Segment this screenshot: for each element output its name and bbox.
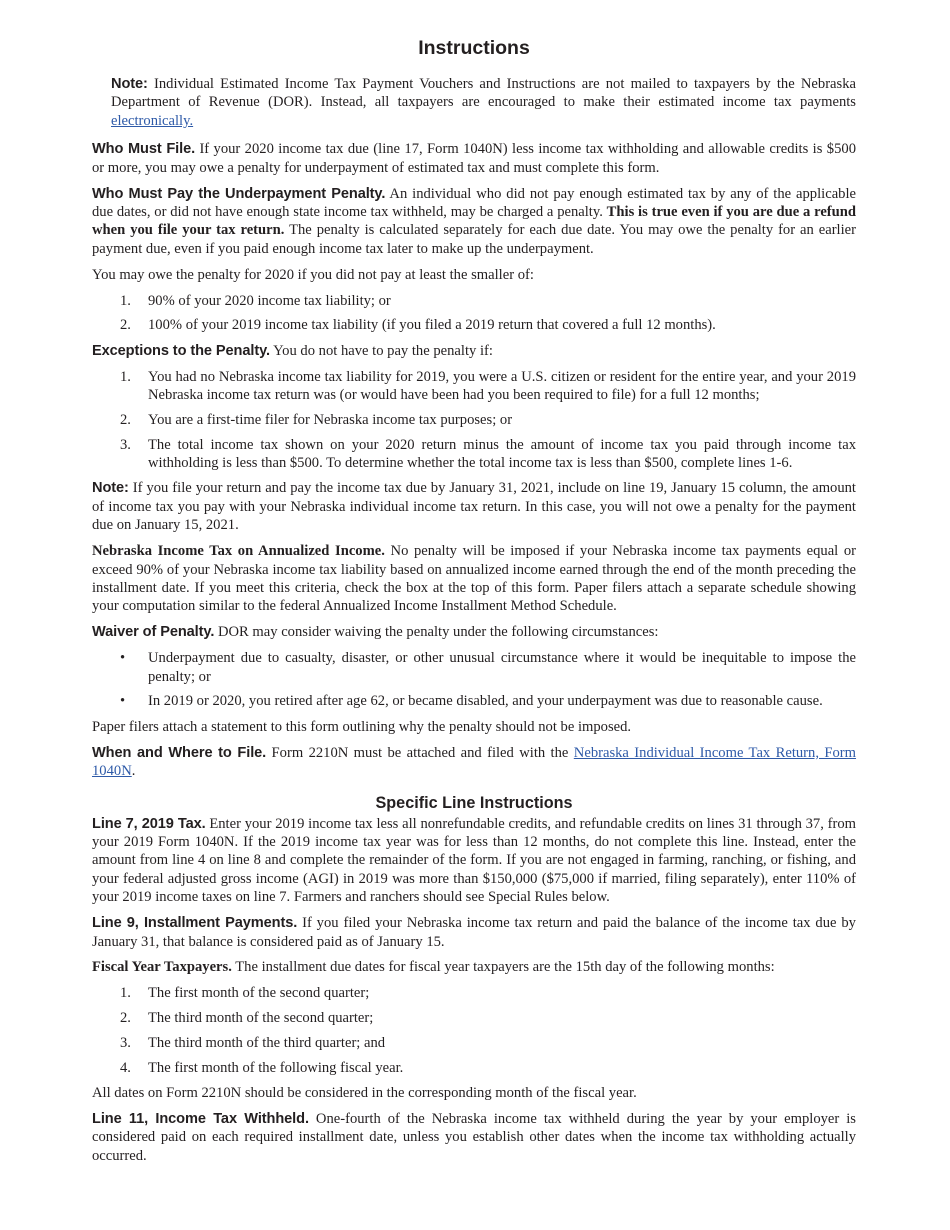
line11-heading: Line 11, Income Tax Withheld.	[92, 1111, 309, 1128]
line9-heading: Line 9, Installment Payments.	[92, 915, 298, 932]
item-number: 1.	[120, 292, 131, 309]
list-item	[92, 316, 856, 334]
item-number: 4.	[120, 1059, 131, 1076]
item-number: 1.	[120, 368, 131, 385]
item-text: Underpayment due to casualty, disaster, or other unusual circumstance where it would be inequitable to impose the penalty; or	[148, 650, 856, 685]
waiver-heading: Waiver of Penalty.	[92, 624, 215, 641]
waiver-text: DOR may consider waiving the penalty under the following circumstances:	[217, 624, 659, 641]
annualized-paragraph	[92, 542, 856, 616]
instructions-page	[92, 36, 856, 1173]
line11-paragraph	[92, 1110, 856, 1165]
item-number: 3.	[120, 436, 131, 453]
item-number: 3.	[120, 1034, 131, 1051]
exceptions-text: You do not have to pay the penalty if:	[273, 342, 493, 359]
who-must-pay-paragraph	[92, 185, 856, 259]
item-text: In 2019 or 2020, you retired after age 62, or became disabled, and your underpayment was due to reasonable cause.	[148, 693, 823, 710]
note2-paragraph	[92, 479, 856, 534]
note2-text: If you file your return and pay the income tax due by January 31, 2021, include on line 19, January 15 column, the amount of income tax you pay with your Nebraska individual income tax return. In this case, you will not owe a penalty for the payment due on January 15, 2021.	[92, 480, 856, 534]
who-must-file-text: If your 2020 income tax due (line 17, Form 1040N) less income tax withholding and allowable credits is $500 or more, you may owe a penalty for underpayment of estimated tax and must complete this form.	[92, 141, 856, 176]
note-label: Note:	[111, 76, 148, 92]
when-where-text: Form 2210N must be attached and filed with the	[271, 744, 569, 761]
who-must-file-heading: Who Must File.	[92, 141, 196, 158]
who-must-file-paragraph	[92, 140, 856, 177]
bullet-icon: •	[120, 693, 126, 710]
fiscal-list	[92, 984, 856, 1077]
annualized-heading: Nebraska Income Tax on Annualized Income.	[92, 543, 385, 560]
line7-heading: Line 7, 2019 Tax.	[92, 815, 206, 832]
list-item	[92, 1009, 856, 1027]
specific-line-instructions-title: Specific Line Instructions	[375, 793, 573, 812]
fiscal-text: The installment due dates for fiscal year taxpayers are the 15th day of the following months:	[235, 959, 775, 976]
item-text: 90% of your 2020 income tax liability; or	[148, 292, 391, 309]
form-1040n-link[interactable]: Nebraska Individual Income Tax Return, Form 1040N	[92, 744, 857, 780]
list-item	[92, 692, 856, 710]
when-where-paragraph	[92, 744, 856, 781]
item-text: The first month of the second quarter;	[148, 985, 370, 1002]
item-text: You are a first-time filer for Nebraska income tax purposes; or	[148, 411, 513, 428]
item-text: 100% of your 2019 income tax liability (if you filed a 2019 return that covered a full 12 months).	[148, 317, 716, 334]
note-text: Individual Estimated Income Tax Payment Vouchers and Instructions are not mailed to taxpayers by the Nebraska Department of Revenue (DOR). Instead, all taxpayers are encouraged to make their estimated income tax payments	[111, 76, 856, 111]
all-dates-paragraph: All dates on Form 2210N should be considered in the corresponding month of the fiscal year.	[92, 1085, 637, 1102]
list-item	[92, 984, 856, 1002]
paper-filers-paragraph: Paper filers attach a statement to this form outlining why the penalty should not be imposed.	[92, 718, 632, 735]
list-item	[92, 436, 856, 473]
page-title: Instructions	[418, 37, 530, 59]
line7-text: Enter your 2019 income tax less all nonrefundable credits, and refundable credits on lines 31 through 37, from your 2019 Form 1040N. If the 2019 income tax year was for less than 12 months, do not complete this line. Instead, enter the amount from line 4 on line 8 and complete the remainder of the form. If you are not engaged in farming, ranching, or fishing, and your federal adjusted gross income (AGI) in 2019 was more than $150,000 ($75,000 if married, filing separately), enter 110% of your 2019 income taxes on line 7. Farmers and ranchers should see Special Rules below.	[92, 815, 856, 906]
item-text: You had no Nebraska income tax liability for 2019, you were a U.S. citizen or resident for the entire year, and your 2019 Nebraska income tax return was (or would have been had you been required to file) for a full 12 months;	[148, 368, 856, 404]
fiscal-paragraph	[92, 958, 856, 976]
item-number: 2.	[120, 1010, 131, 1027]
item-number: 2.	[120, 317, 131, 334]
list-item	[92, 411, 856, 429]
list-item	[92, 1034, 856, 1052]
line9-paragraph	[92, 914, 856, 951]
bullet-icon: •	[120, 650, 126, 667]
item-text: The first month of the following fiscal year.	[148, 1059, 404, 1076]
item-number: 2.	[120, 411, 131, 428]
when-where-end: .	[131, 763, 136, 780]
waiver-list	[92, 649, 856, 711]
list-item	[92, 649, 856, 686]
when-where-heading: When and Where to File.	[92, 744, 267, 761]
line7-paragraph	[92, 815, 856, 907]
item-text: The third month of the second quarter;	[148, 1010, 374, 1027]
item-text: The third month of the third quarter; and	[148, 1034, 386, 1051]
list-item	[92, 292, 856, 310]
electronically-link[interactable]: electronically.	[111, 112, 194, 129]
who-must-pay-text2: The penalty is calculated separately for each due date. You may owe the penalty for an earlier payment due, even if you paid enough income tax later to make up the underpayment.	[92, 222, 856, 257]
item-number: 1.	[120, 985, 131, 1002]
note2-label: Note:	[92, 480, 129, 497]
annualized-text: No penalty will be imposed if your Nebraska income tax payments equal or exceed 90% of your Nebraska income tax liability based on annualized income earned through the end of the month preceding the installment date. If you meet this criteria, check the box at the top of this form. Paper filers attach a separate schedule showing your computation similar to the federal Annualized Income Installment Method Schedule.	[92, 543, 857, 615]
waiver-paragraph	[92, 623, 856, 641]
who-must-pay-text: An individual who did not pay enough estimated tax by any of the applicable due dates, or did not have enough state income tax withheld, may be charged a penalty.	[92, 185, 857, 220]
list-item	[92, 1059, 856, 1077]
item-text: The total income tax shown on your 2020 return minus the amount of income tax you paid through income tax withholding is less than $500. To determine whether the total income tax is less than $500, complete lines 1-6.	[148, 436, 856, 472]
may-owe-list	[92, 292, 856, 335]
list-item	[92, 368, 856, 405]
who-must-pay-heading: Who Must Pay the Underpayment Penalty.	[92, 185, 386, 202]
exceptions-paragraph	[92, 342, 856, 360]
line11-text: One-fourth of the Nebraska income tax withheld during the year by your employer is considered paid on each required installment date, unless you establish other dates when the income tax withholding actually occurred.	[92, 1111, 856, 1164]
note-box	[111, 75, 856, 130]
fiscal-heading: Fiscal Year Taxpayers.	[92, 959, 232, 976]
line9-text: If you filed your Nebraska income tax return and paid the balance of the income tax due by January 31, that balance is considered paid as of January 15.	[92, 915, 856, 950]
exceptions-heading: Exceptions to the Penalty.	[92, 342, 270, 359]
exceptions-list	[92, 368, 856, 473]
may-owe-paragraph: You may owe the penalty for 2020 if you did not pay at least the smaller of:	[92, 266, 534, 283]
who-must-pay-bold: This is true even if you are due a refund when you file your tax return.	[92, 203, 856, 239]
